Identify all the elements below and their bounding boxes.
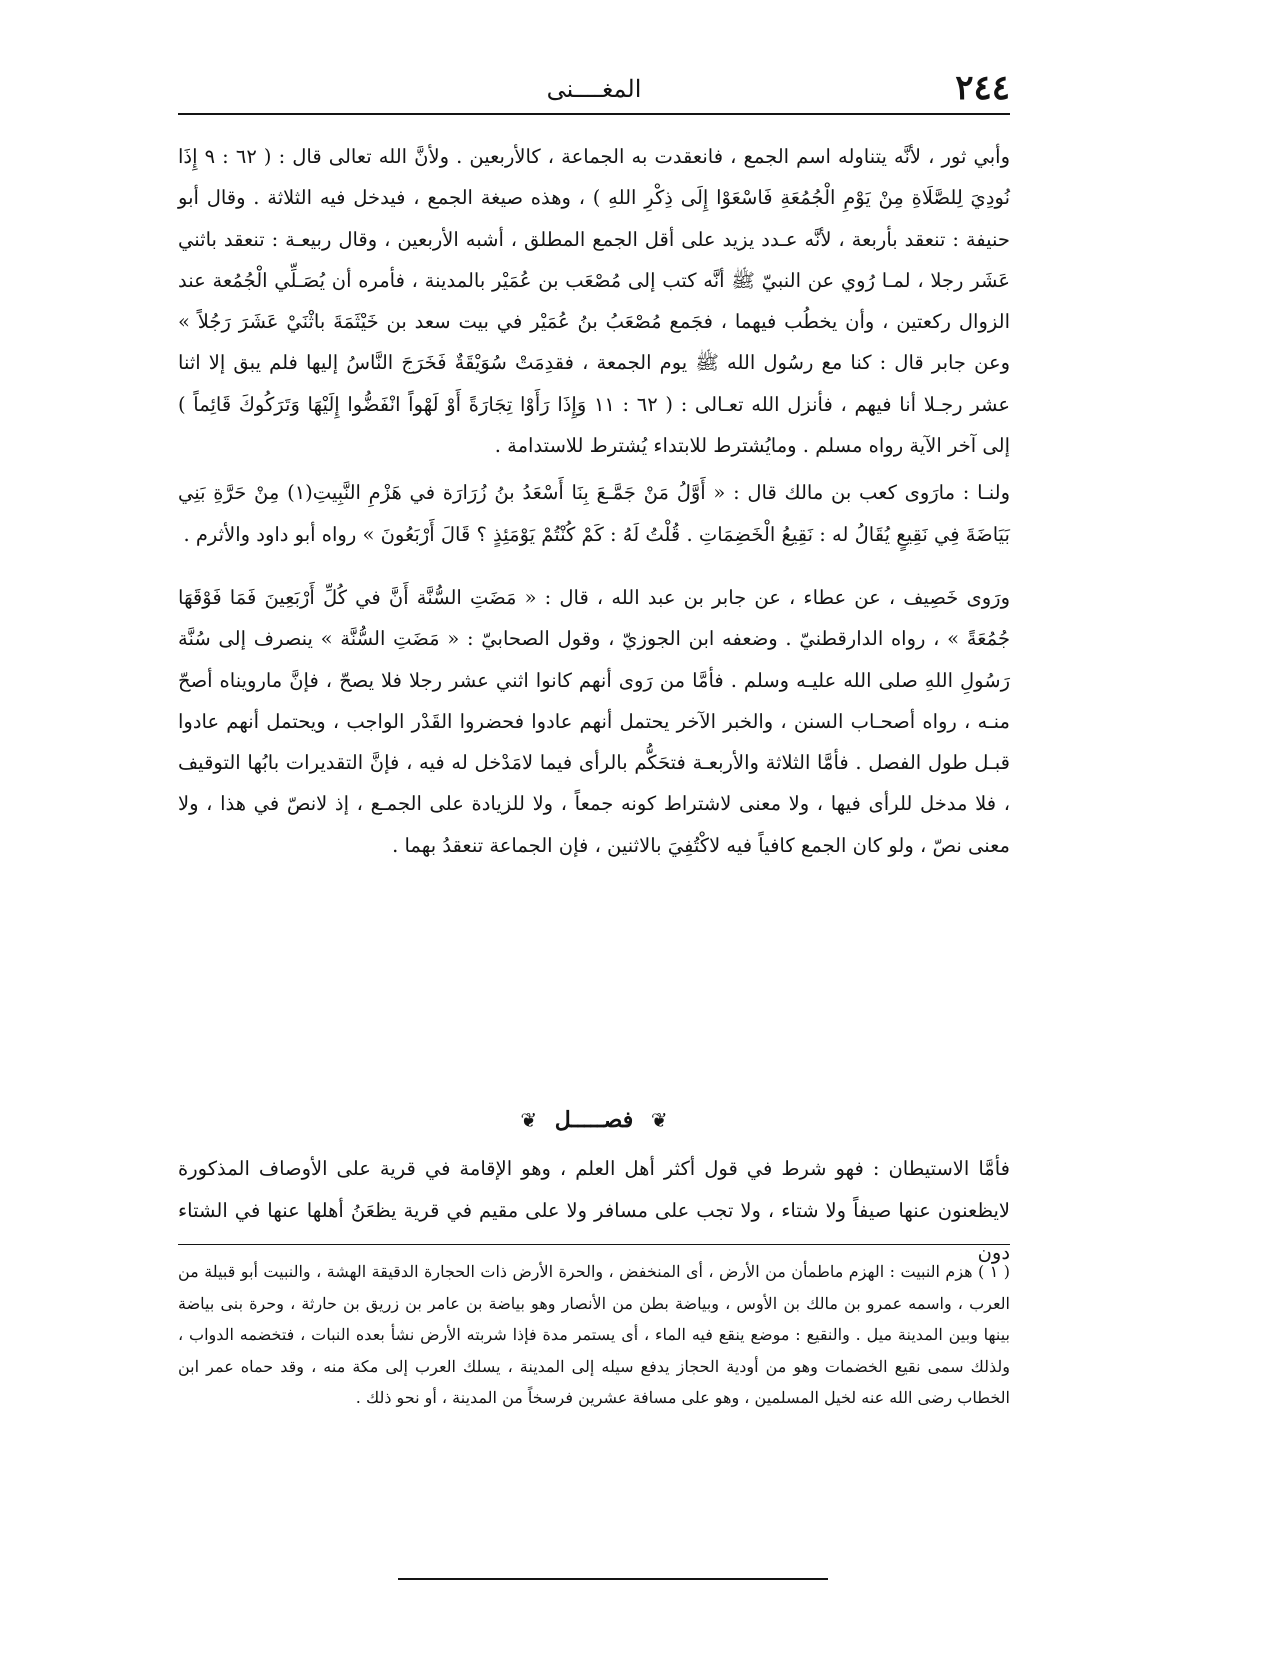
paragraph-3: ورَوى خَصِيف ، عن عطاء ، عن جابر بن عبد الله ، قال : « مَضَتِ السُّنَّة أَنَّ في كُلِّ أَرْبَعِينَ فَمَا فَوْقَهَا جُمُعَةً » ، رواه الدارقطنيّ . وضعفه ابن الجوزيّ ، وقول الصحابيّ : « مَضَتِ السُّنَّة » ينصرف إلى سُنَّة رَسُولِ اللهِ صلى الله عليـه وسلم . فأمَّا من رَوى أنهم كانوا اثني عشر رجلا فلا يصحّ ، فإنَّ مارويناه أصحّ منـه ، رواه أصحـاب السنن ، والخبر الآخر يحتمل أنهم عادوا فحضروا القَدْر الواجب ، ويحتمل أنهم عادوا قبـل طول الفصل . فأمَّا الثلاثة والأربعـة فتحَكُّم بالرأى فيما لامَدْخل له فيه ، فإنَّ التقديرات بابُها التوقيف ، فلا مدخل للرأى فيها ، ولا معنى لاشتراط كونه جمعاً ، ولا للزيادة على الجمـع ، إذ لانصّ في هذا ، ولا معنى نصّ ، ولو كان الجمع كافياً فيه لاكْتُفِيَ بالاثنين ، فإن الجماعة تنعقدُ بهما . <box>178 585 1010 857</box>
bottom-rule <box>398 1578 828 1580</box>
main-text <box>178 136 1010 866</box>
paragraph-2: ولنـا : مارَوى كعب بن مالك قال : « أَوَّلُ مَنْ جَمَّـعَ بِنَا أَسْعَدُ بنُ زُرَارَة في هَزْمِ النَّبِيتِ(١) مِنْ حَرَّةِ بَنِي بَيَاضَةَ فِي نَقِيعٍ يُقَالُ له : نَقِيعُ الْخَضِمَاتِ . قُلْتُ لَهُ : كَمْ كُنْتُمْ يَوْمَئِذٍ ؟ قَالَ أَرْبَعُونَ » رواه أبو داود والأثرم . <box>178 481 1010 546</box>
ornament-left-icon: ❦ <box>520 1108 538 1132</box>
ornament-right-icon: ❦ <box>650 1108 668 1132</box>
header-rule <box>178 113 1010 115</box>
footnote-1: ( ١ ) هزم النبيت : الهزم ماطمأن من الأرض ، أى المنخفض ، والحرة الأرض ذات الحجارة الدقيقة الهشة ، والنبيت أبو قبيلة من العرب ، واسمه عمرو بن مالك بن الأوس ، وبياضة بطن من الأنصار وهو بياضة بن عامر بن زريق بن حارثة ، وحرة بنى بياضة بينها وبين المدينة ميل . والنقيع : موضع ينقع فيه الماء ، أى يستمر مدة فإذا شربته الأرض نشأ بعده النبات ، فتخضمه الدواب ، ولذلك سمى نقيع الخضمات وهو من أودية الحجاز يدفع سيله إلى المدينة ، يسلك العرب إلى مكة منه ، وقد حماه عمر ابن الخطاب رضى الله عنه لخيل المسلمين ، وهو على مسافة عشرين فرسخاً من المدينة ، أو نحو ذلك . <box>178 1262 1011 1407</box>
page-number: ٢٤٤ <box>955 68 1010 108</box>
footnotes <box>178 1256 1010 1414</box>
section-title: فصـــــل <box>554 1107 634 1133</box>
section-paragraph: فأمَّا الاستيطان : فهو شرط في قول أكثر أهل العلم ، وهو الإقامة في قرية على الأوصاف المذكورة لايظعنون عنها صيفاً ولا شتاء ، ولا تجب على مسافر ولا على مقيم في قرية يظعَنُ أهلها عنها في الشتاء دون <box>178 1157 1010 1264</box>
paragraph-1: وأبي ثور ، لأنَّه يتناوله اسم الجمع ، فانعقدت به الجماعة ، كالأربعين . ولأنَّ الله تعالى قال : ( ٦٢ : ٩ إِذَا نُودِيَ لِلصَّلَاةِ مِنْ يَوْمِ الْجُمُعَةِ فَاسْعَوْا إِلَى ذِكْرِ اللهِ ) ، وهذه صيغة الجمع ، فيدخل فيه الثلاثة . وقال أبو حنيفة : تنعقد بأربعة ، لأنَّه عـدد يزيد على أقل الجمع المطلق ، أشبه الأربعين ، وقال ربيعـة : تنعقد باثني عَشَر رجلا ، لمـا رُوي عن النبيّ ﷺ أنَّه كتب إلى مُصْعَب بن عُمَيْر بالمدينة ، فأمره أن يُصَـلِّي الْجُمُعة عند الزوال ركعتين ، وأن يخطُب فيهما ، فجَمع مُصْعَبُ بنُ عُمَيْر في بيت سعد بن خَيْثَمَةَ باثْنَيْ عَشَرَ رَجُلاً » وعن جابر قال : كنا مع رسُول الله ﷺ يوم الجمعة ، فقدِمَتْ سُوَيْقَةٌ فَخَرَجَ النَّاسُ إليها فلم يبق إلا اثنا عشر رجـلا أنا فيهم ، فأنزل الله تعـالى : ( ٦٢ : ١١ وَإِذَا رَأَوْا تِجَارَةً أَوْ لَهْواً انْفَضُّوا إِلَيْهَا وَتَرَكُوكَ قَائِماً ) إلى آخر الآية رواه مسلم . ومايُشترط للابتداء يُشترط للاستدامة . <box>178 145 1011 458</box>
running-title: المغــــنى <box>546 75 642 103</box>
section-divider <box>178 1100 1010 1140</box>
page-header <box>178 70 1010 106</box>
footnote-rule <box>178 1244 1010 1245</box>
